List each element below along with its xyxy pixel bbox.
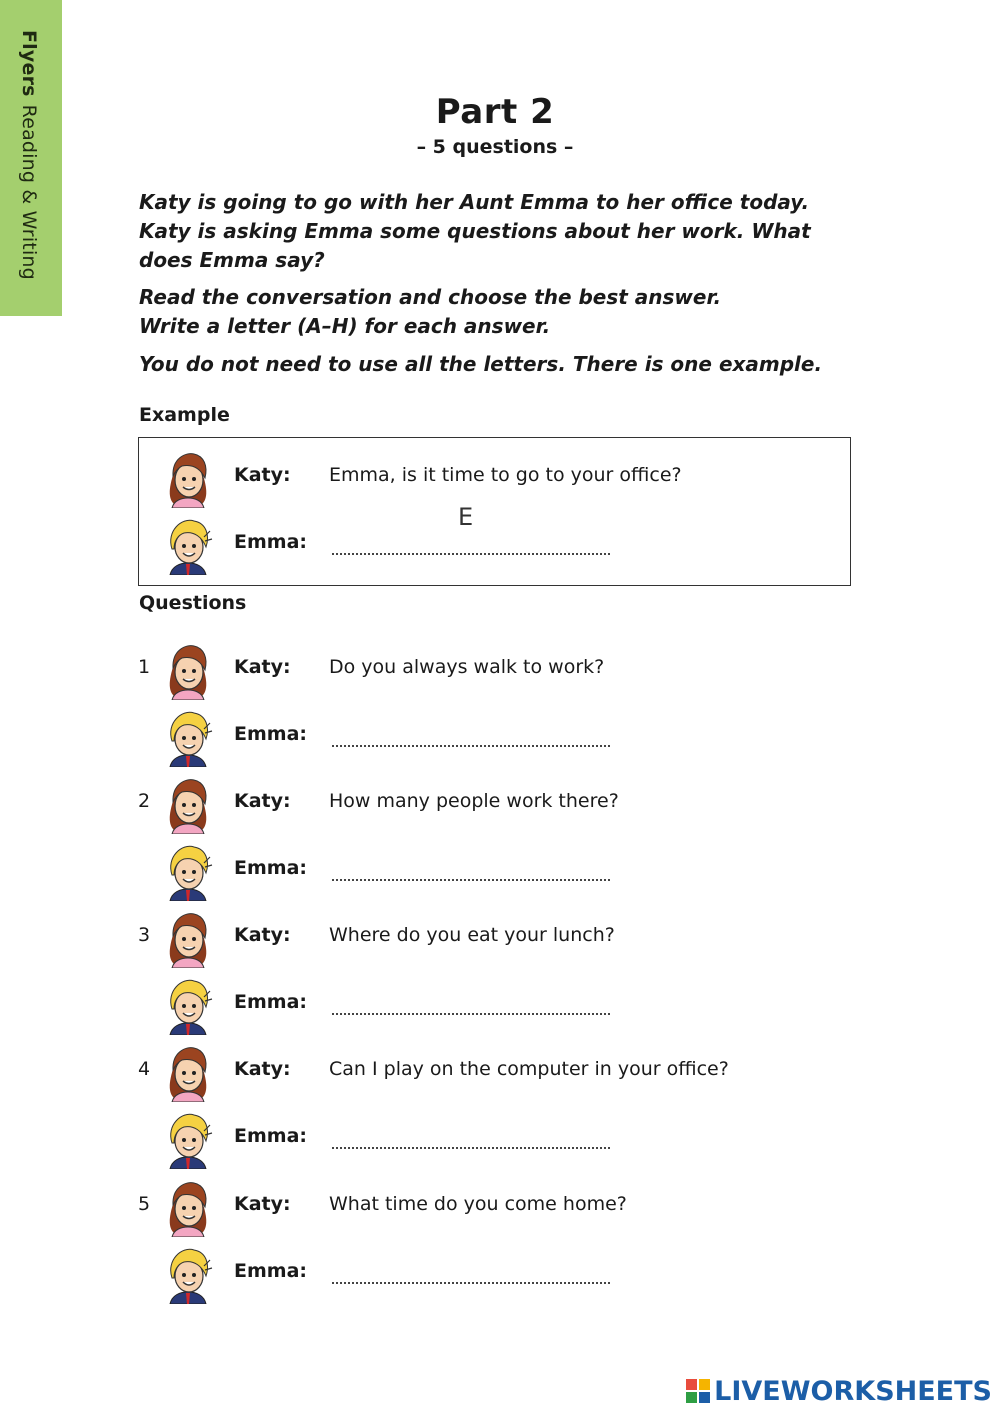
question-text: Do you always walk to work? xyxy=(329,656,605,678)
speaker-emma: Emma: xyxy=(234,1125,307,1147)
liveworksheets-logo-icon xyxy=(686,1379,710,1403)
katy-avatar-icon xyxy=(160,642,216,700)
question-1-emma-row xyxy=(0,709,1000,769)
page-title: Part 2 xyxy=(435,92,555,132)
emma-avatar-icon xyxy=(160,843,216,901)
example-emma-row xyxy=(0,503,1000,577)
katy-avatar-icon xyxy=(160,776,216,834)
emma-avatar-icon xyxy=(160,517,216,575)
question-5-katy-row xyxy=(0,1179,1000,1239)
katy-avatar-icon xyxy=(160,1179,216,1237)
katy-avatar-icon xyxy=(160,910,216,968)
question-text: Can I play on the computer in your office? xyxy=(329,1058,729,1080)
katy-avatar-icon xyxy=(160,1044,216,1102)
example-answer-line xyxy=(332,547,610,555)
question-1-katy-row xyxy=(0,642,1000,702)
question-2-katy-row xyxy=(0,776,1000,836)
answer-input-1[interactable] xyxy=(332,739,610,747)
side-tab-subject: Reading & Writing xyxy=(18,104,40,280)
speaker-emma: Emma: xyxy=(234,723,307,745)
question-text: What time do you come home? xyxy=(329,1193,627,1215)
question-text: Where do you eat your lunch? xyxy=(329,924,615,946)
instruction-line-5: You do not need to use all the letters. There is one example. xyxy=(139,352,823,376)
question-number: 4 xyxy=(138,1058,151,1080)
example-katy-row xyxy=(0,450,1000,510)
page-subtitle: – 5 questions – xyxy=(416,136,574,158)
emma-avatar-icon xyxy=(160,977,216,1035)
example-question: Emma, is it time to go to your office? xyxy=(329,464,682,486)
speaker-katy: Katy: xyxy=(234,1193,291,1215)
brand-name: LIVEWORKSHEETS xyxy=(714,1375,992,1407)
question-3-emma-row xyxy=(0,977,1000,1037)
answer-input-4[interactable] xyxy=(332,1141,610,1149)
answer-input-2[interactable] xyxy=(332,873,610,881)
question-number: 3 xyxy=(138,924,151,946)
instruction-note xyxy=(139,350,869,379)
question-text: How many people work there? xyxy=(329,790,619,812)
example-label: Example xyxy=(139,404,230,426)
question-number: 5 xyxy=(138,1193,151,1215)
speaker-katy: Katy: xyxy=(234,656,291,678)
emma-avatar-icon xyxy=(160,1246,216,1304)
emma-avatar-icon xyxy=(160,709,216,767)
instruction-line-4: Write a letter (A–H) for each answer. xyxy=(139,314,551,338)
speaker-katy: Katy: xyxy=(234,924,291,946)
speaker-emma: Emma: xyxy=(234,857,307,879)
side-tab xyxy=(0,0,62,316)
instruction-intro xyxy=(139,188,869,275)
question-number: 1 xyxy=(138,656,151,678)
speaker-katy: Katy: xyxy=(234,1058,291,1080)
brand-footer xyxy=(686,1374,992,1408)
speaker-katy: Katy: xyxy=(234,790,291,812)
answer-input-3[interactable] xyxy=(332,1007,610,1015)
question-number: 2 xyxy=(138,790,151,812)
instruction-line-2: Katy is asking Emma some questions about her work. What does Emma say? xyxy=(139,219,811,272)
question-3-katy-row xyxy=(0,910,1000,970)
emma-avatar-icon xyxy=(160,1111,216,1169)
example-answer: E xyxy=(458,503,474,531)
instruction-task xyxy=(139,283,869,341)
speaker-emma: Emma: xyxy=(234,1260,307,1282)
question-4-katy-row xyxy=(0,1044,1000,1104)
question-2-emma-row xyxy=(0,843,1000,903)
speaker-katy: Katy: xyxy=(234,464,291,486)
question-4-emma-row xyxy=(0,1111,1000,1171)
katy-avatar-icon xyxy=(160,450,216,508)
instruction-line-3: Read the conversation and choose the best answer. xyxy=(139,285,722,309)
instruction-line-1: Katy is going to go with her Aunt Emma to her office today. xyxy=(139,190,810,214)
speaker-emma: Emma: xyxy=(234,531,307,553)
side-tab-level: Flyers xyxy=(18,30,40,97)
questions-label: Questions xyxy=(139,592,247,614)
question-5-emma-row xyxy=(0,1246,1000,1306)
answer-input-5[interactable] xyxy=(332,1276,610,1284)
speaker-emma: Emma: xyxy=(234,991,307,1013)
